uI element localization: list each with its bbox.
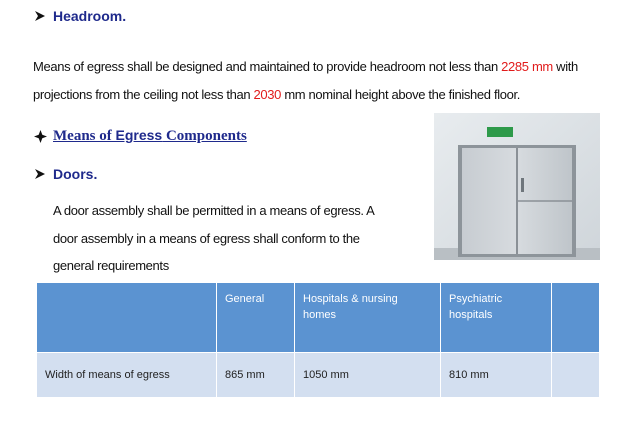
doors-line-3: general requirements — [53, 258, 169, 273]
headroom-value-2030: 2030 — [253, 87, 282, 102]
headroom-value-2285: 2285 mm — [501, 59, 553, 74]
egress-components-text: Means of Egress Components — [53, 127, 247, 144]
arrow-bullet-icon — [34, 168, 46, 180]
doors-line-2: door assembly in a means of egress shall conform to the — [53, 231, 360, 246]
doors-heading — [34, 166, 97, 182]
table-header-cell: Hospitals & nursing homes — [295, 283, 441, 352]
headroom-line-2-text: projections from the ceiling not less than — [33, 87, 254, 102]
table-header-cell — [37, 283, 217, 352]
table-cell: Width of means of egress — [37, 353, 217, 397]
arrow-bullet-icon — [34, 10, 46, 22]
exit-sign — [487, 127, 513, 137]
table-cell: 865 mm — [217, 353, 295, 397]
headroom-line-1 — [33, 59, 578, 74]
table-cell: 810 mm — [441, 353, 552, 397]
table-cell: 1050 mm — [295, 353, 441, 397]
diamond-bullet-icon — [34, 130, 47, 143]
headroom-line-1-text: Means of egress shall be designed and maintained to provide headroom not less than — [33, 59, 502, 74]
egress-components-heading — [34, 127, 247, 145]
headroom-line-2 — [33, 87, 520, 102]
headroom-heading — [34, 8, 126, 24]
table-header-cell: General — [217, 283, 295, 352]
headroom-line-1-end: with — [552, 59, 578, 74]
table-header-row — [37, 283, 599, 352]
headroom-line-2-end: mm nominal height above the finished floor. — [281, 87, 521, 102]
table-row — [37, 353, 599, 397]
doors-line-1: A door assembly shall be permitted in a means of egress. A — [53, 203, 375, 218]
table-header-cell — [552, 283, 599, 352]
table-header-cell: Psychiatric hospitals — [441, 283, 552, 352]
egress-width-table — [37, 283, 599, 397]
headroom-heading-text: Headroom. — [53, 8, 127, 24]
table-cell — [552, 353, 599, 397]
doors-heading-text: Doors. — [53, 166, 98, 182]
door-photo — [434, 113, 600, 260]
